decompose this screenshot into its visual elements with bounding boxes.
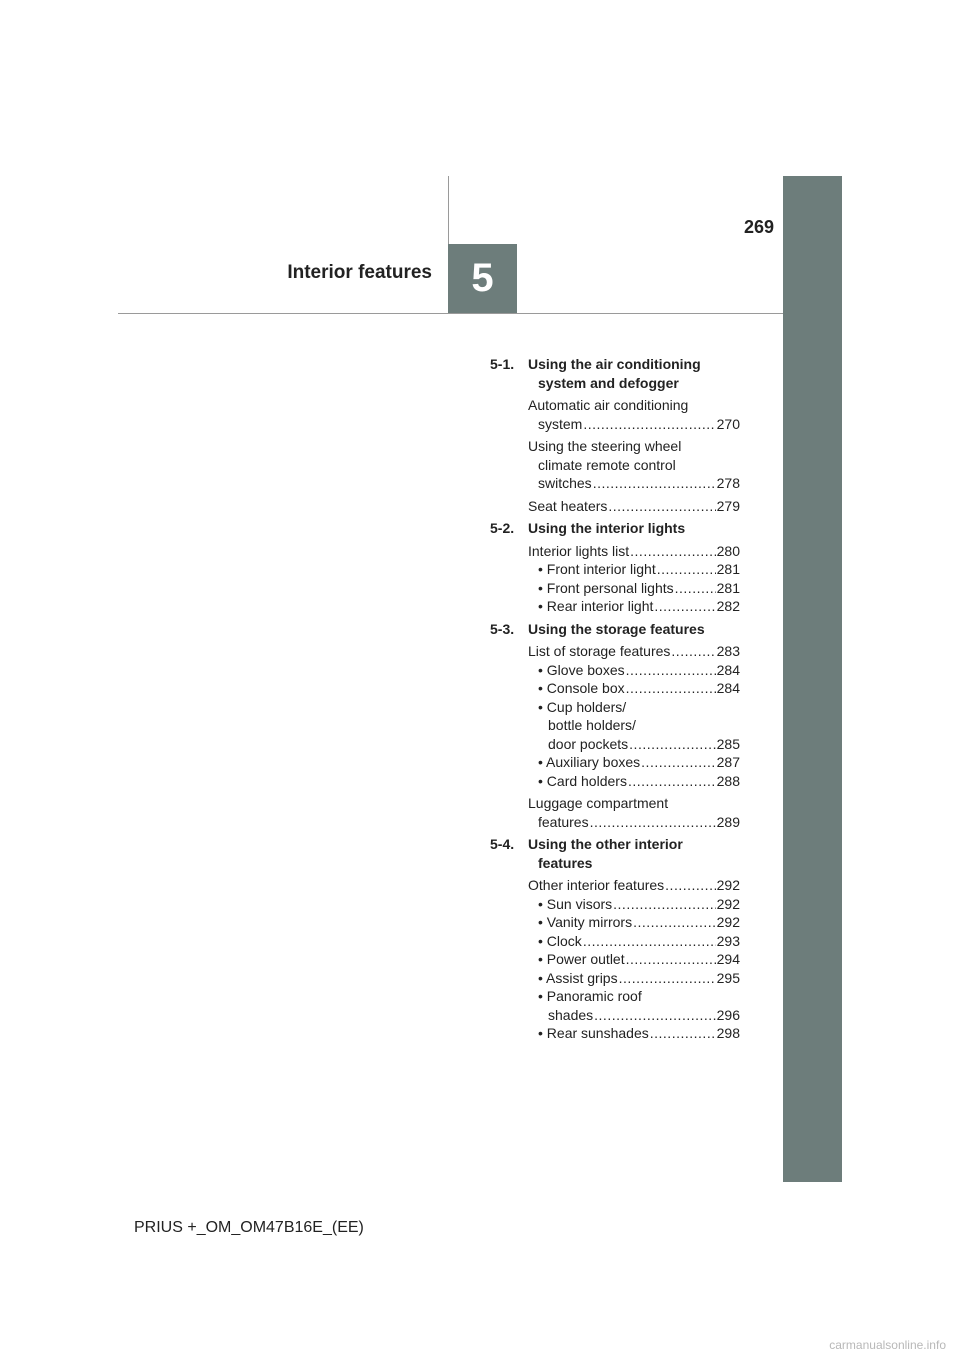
section-heading[interactable] (490, 519, 740, 538)
toc-text: bottle holders/ (548, 717, 636, 733)
toc-text: system (538, 415, 583, 432)
section-number: 5-3. (490, 620, 515, 637)
toc-section (490, 519, 740, 616)
page-number: 269 (743, 217, 774, 237)
toc-text: door pockets (548, 735, 629, 752)
section-title (528, 355, 740, 392)
page-ref[interactable]: 279 (716, 497, 740, 514)
page-ref[interactable]: 292 (716, 914, 740, 930)
page-ref[interactable]: 281 (716, 561, 740, 577)
dot-leader (626, 661, 716, 680)
page-ref[interactable]: 288 (716, 772, 740, 789)
page-ref[interactable]: 278 (716, 475, 740, 491)
page-ref[interactable]: 296 (716, 1006, 740, 1023)
toc-text: features (538, 813, 589, 830)
toc-text: • Clock (538, 932, 582, 949)
section-number: 5-2. (490, 520, 515, 536)
page-ref[interactable]: 282 (716, 598, 740, 614)
dot-leader (671, 642, 715, 661)
section-title (528, 620, 740, 639)
page-ref[interactable]: 270 (716, 415, 740, 432)
toc-text: • Rear interior light (538, 598, 654, 614)
dot-leader (593, 474, 716, 493)
watermark: carmanualsonline.info (829, 1338, 946, 1352)
page-ref[interactable]: 293 (716, 932, 740, 949)
toc-line (528, 813, 740, 832)
page-ref[interactable]: 280 (716, 542, 740, 559)
section-heading[interactable] (490, 355, 740, 392)
section-number: 5-4. (490, 836, 515, 852)
toc-line (528, 642, 740, 661)
toc-text: shades (548, 1006, 594, 1023)
chapter-title: Interior features (287, 262, 432, 283)
toc-text: switches (538, 475, 592, 491)
toc-text: • Rear sunshades (538, 1025, 649, 1041)
toc-entry[interactable] (528, 876, 740, 1043)
toc-text: • Vanity mirrors (538, 914, 633, 930)
toc-line (528, 794, 740, 813)
page-ref[interactable]: 292 (716, 895, 740, 912)
header-vertical-rule (448, 176, 449, 244)
section-title-line: Using the other interior (528, 836, 683, 852)
toc-line (528, 753, 740, 772)
toc-entry[interactable] (528, 794, 740, 831)
toc-text: Interior lights list (528, 542, 630, 559)
toc-entry[interactable] (528, 437, 740, 493)
dot-leader (633, 913, 716, 932)
toc-entry[interactable] (528, 642, 740, 790)
toc-text: • Cup holders/ (538, 698, 627, 715)
dot-leader (619, 969, 716, 988)
toc-text: climate remote control (538, 456, 676, 473)
toc-line (528, 542, 740, 561)
document-code: PRIUS +_OM_OM47B16E_(EE) (134, 1219, 364, 1236)
toc-section (490, 835, 740, 1043)
toc-line (528, 560, 740, 579)
toc-line (528, 735, 740, 754)
page-ref[interactable]: 298 (716, 1025, 740, 1041)
toc-line (528, 716, 740, 735)
toc-line (528, 772, 740, 791)
dot-leader (594, 1006, 715, 1025)
dot-leader (608, 497, 715, 516)
dot-leader (626, 950, 716, 969)
toc-text: • Card holders (538, 772, 627, 789)
page-ref[interactable]: 285 (716, 735, 740, 752)
toc-line (528, 1006, 740, 1025)
toc-line (528, 1024, 740, 1043)
dot-leader (628, 772, 716, 791)
toc-line (528, 987, 740, 1006)
toc-text: • Front personal lights (538, 579, 674, 596)
page-ref[interactable]: 284 (716, 661, 740, 678)
toc-section (490, 620, 740, 832)
toc-line (528, 913, 740, 932)
page-ref[interactable]: 294 (716, 951, 740, 967)
toc-line (528, 932, 740, 951)
page-ref[interactable]: 292 (716, 877, 740, 893)
dot-leader (641, 753, 715, 772)
toc-text: Using the steering wheel (528, 438, 682, 454)
dot-leader (654, 597, 715, 616)
toc-line (528, 415, 740, 434)
dot-leader (626, 679, 716, 698)
section-heading[interactable] (490, 620, 740, 639)
section-title-line: Using the air conditioning (528, 356, 701, 372)
page-ref[interactable]: 295 (716, 969, 740, 986)
toc-text: • Front interior light (538, 561, 656, 577)
toc-line (528, 895, 740, 914)
toc-entry[interactable] (528, 542, 740, 616)
toc-text: • Sun visors (538, 895, 613, 912)
toc-line (528, 437, 740, 456)
toc-text: Seat heaters (528, 497, 608, 514)
toc-line (528, 661, 740, 680)
toc-line (528, 876, 740, 895)
section-number: 5-1. (490, 356, 515, 372)
toc-entry[interactable] (528, 497, 740, 516)
toc-text: Luggage compartment (528, 795, 669, 811)
toc-line (528, 456, 740, 475)
page-ref[interactable]: 289 (716, 813, 740, 830)
dot-leader (650, 1024, 716, 1043)
header-horizontal-rule (118, 313, 783, 314)
table-of-contents (490, 355, 740, 1047)
page-ref[interactable]: 284 (716, 680, 740, 696)
section-title-line: Using the storage features (528, 620, 705, 637)
toc-line (528, 497, 740, 516)
dot-leader (657, 560, 716, 579)
toc-text: • Assist grips (538, 969, 618, 986)
dot-leader (630, 542, 715, 561)
toc-line (528, 579, 740, 598)
section-title-line: features (538, 854, 593, 871)
toc-text: Other interior features (528, 877, 665, 893)
toc-line (528, 396, 740, 415)
dot-leader (675, 579, 716, 598)
chapter-number-box (448, 244, 517, 313)
chapter-side-tab (783, 176, 842, 1182)
section-heading[interactable] (490, 835, 740, 872)
toc-text: Automatic air conditioning (528, 397, 689, 413)
toc-text: • Power outlet (538, 951, 625, 967)
dot-leader (613, 895, 715, 914)
toc-line (528, 474, 740, 493)
section-title-line: Using the interior lights (528, 520, 686, 536)
toc-text: List of storage features (528, 643, 671, 659)
toc-entry[interactable] (528, 396, 740, 433)
dot-leader (583, 415, 715, 434)
chapter-number: 5 (471, 256, 494, 300)
toc-line (528, 698, 740, 717)
toc-text: • Auxiliary boxes (538, 754, 641, 770)
toc-text: • Panoramic roof (538, 988, 642, 1004)
dot-leader (583, 932, 716, 951)
page-ref[interactable]: 283 (716, 643, 740, 659)
toc-line (528, 950, 740, 969)
section-title (528, 835, 740, 872)
toc-text: • Glove boxes (538, 661, 625, 678)
toc-line (528, 597, 740, 616)
dot-leader (665, 876, 715, 895)
page-ref[interactable]: 287 (716, 754, 740, 770)
toc-text: • Console box (538, 680, 625, 696)
section-title (528, 519, 740, 538)
toc-section (490, 355, 740, 515)
dot-leader (590, 813, 716, 832)
section-title-line: system and defogger (538, 374, 679, 391)
toc-line (528, 679, 740, 698)
dot-leader (629, 735, 715, 754)
page-ref[interactable]: 281 (716, 579, 740, 596)
toc-line (528, 969, 740, 988)
